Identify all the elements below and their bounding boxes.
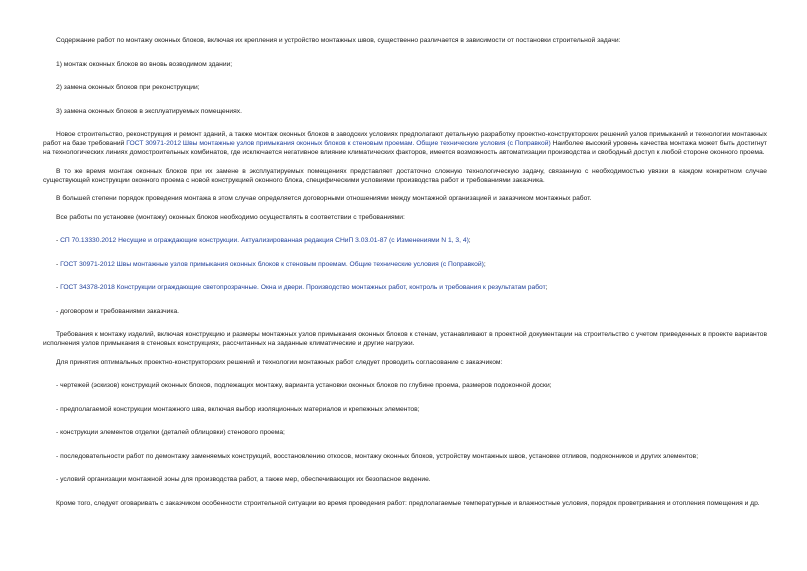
new-construction-text-end: Наиболее высокий уровень качества монтажа может быть достигнут на технологических линиях домостроительных комбинатов, где исключается негативное влияние климатических факторов, имеется возможность автоматизации производства и свободный доступ к любой стороне оконного проема. bbox=[43, 140, 767, 156]
requirement-end: ; bbox=[483, 260, 486, 268]
requirement-contract: - договором и требованиями заказчика. bbox=[56, 307, 180, 315]
agreement-item-drawings: - чертежей (эскизов) конструкций оконных блоков, подлежащих монтажу, варианта установки оконных блоков по глубине проема, размеров подоконной доски; bbox=[56, 382, 552, 389]
intro-paragraph: Содержание работ по монтажу оконных блоков, включая их крепления и устройство монтажных швов, существенно различается в зависимости от постановки строительной задачи: bbox=[56, 37, 621, 44]
gost-34378-link[interactable]: ГОСТ 34378-2018 Конструкции ограждающие светопрозрачные. Окна и двери. Производство монтажных работ, контроль и требования к результатам работ bbox=[60, 284, 546, 291]
requirement-end: ; bbox=[545, 284, 548, 291]
sp-70-13330-link[interactable]: СП 70.13330.2012 Несущие и ограждающие конструкции. Актуализированная редакция СНиП 3.03.01-87 (с Изменениями N 1, 3, 4) bbox=[60, 237, 469, 244]
agreement-paragraph: Для принятия оптимальных проектно-конструкторских решений и технологии монтажных работ следует проводить согласование с заказчиком: bbox=[56, 358, 503, 366]
contract-paragraph: В большей степени порядок проведения монтажа в этом случае определяется договорными отношениями между монтажной организацией и заказчиком монтажных работ. bbox=[56, 195, 592, 202]
agreement-item-finishing: - конструкции элементов отделки (деталей облицовки) стенового проема; bbox=[56, 429, 285, 436]
all-works-paragraph: Все работы по установке (монтажу) оконных блоков необходимо осуществлять в соответствии с требованиями: bbox=[56, 213, 405, 221]
requirement-dash: - bbox=[56, 260, 61, 268]
installation-requirements-paragraph: Требования к монтажу изделий, включая конструкцию и размеры монтажных узлов примыкания оконных блоков к стенам, устанавливают в проектной документации на строительство с учетом приведенных в проекте вариантов исполнения узлов примыкания в стеновых конструкциях, рассчитанных на заданные климатические и другие нагрузки. bbox=[43, 331, 767, 347]
gost-30971-link[interactable]: ГОСТ 30971-2012 Швы монтажные узлов примыкания оконных блоков к стеновым проемам. Общие технические условия (с Поправкой) bbox=[126, 140, 551, 147]
exploited-premises-paragraph: В то же время монтаж оконных блоков при их замене в эксплуатируемых помещениях представляет достаточно сложную технологическую задачу, связанную с необходимостью увязки в каждом конкретном случае существующей конструкции оконного проема с новой конструкцией оконного блока, специфическими условиями производства работ и требованиями заказчика. bbox=[43, 167, 767, 184]
case-exploited-rooms: 3) замена оконных блоков в эксплуатируемых помещениях. bbox=[56, 107, 242, 115]
new-construction-text-start: Новое строительство, реконструкция и ремонт зданий, а также монтаж оконных блоков в заводских условиях предполагают детальную разработку проектно-конструкторских решений узлов примыканий и технологии монтажных работ на базе требований bbox=[43, 131, 767, 147]
case-new-building: 1) монтаж оконных блоков во вновь возводимом здании; bbox=[56, 60, 233, 68]
requirement-dash: - bbox=[56, 284, 61, 291]
requirement-dash: - bbox=[56, 237, 61, 244]
document-body bbox=[43, 36, 767, 508]
new-construction-paragraph bbox=[43, 130, 767, 157]
requirement-end: ; bbox=[468, 237, 471, 244]
agreement-item-work-zone: - условий организации монтажной зоны для производства работ, а также мер, обеспечивающих их безопасное ведение. bbox=[56, 476, 431, 483]
case-reconstruction: 2) замена оконных блоков при реконструкции; bbox=[56, 84, 200, 91]
requirement-sp-70 bbox=[43, 236, 767, 245]
agreement-item-seam: - предполагаемой конструкции монтажного шва, включая выбор изоляционных материалов и крепежных элементов; bbox=[56, 405, 420, 413]
gost-30971-list-link[interactable]: ГОСТ 30971-2012 Швы монтажные узлов примыкания оконных блоков к стеновым проемам. Общие технические условия (с Поправкой) bbox=[60, 260, 484, 268]
requirement-gost-34378 bbox=[43, 283, 767, 292]
requirement-gost-30971 bbox=[43, 260, 767, 269]
agreement-item-sequence: - последовательности работ по демонтажу заменяемых конструкций, восстановлению откосов, монтажу оконных блоков, устройству монтажных швов, установке отливов, подоконников и других элементов; bbox=[56, 452, 699, 460]
besides-paragraph: Кроме того, следует оговаривать с заказчиком особенности строительной ситуации во время проведения работ: предполагаемые температурные и влажностные условия, порядок проветривания и отопления помещения и др. bbox=[56, 499, 760, 507]
